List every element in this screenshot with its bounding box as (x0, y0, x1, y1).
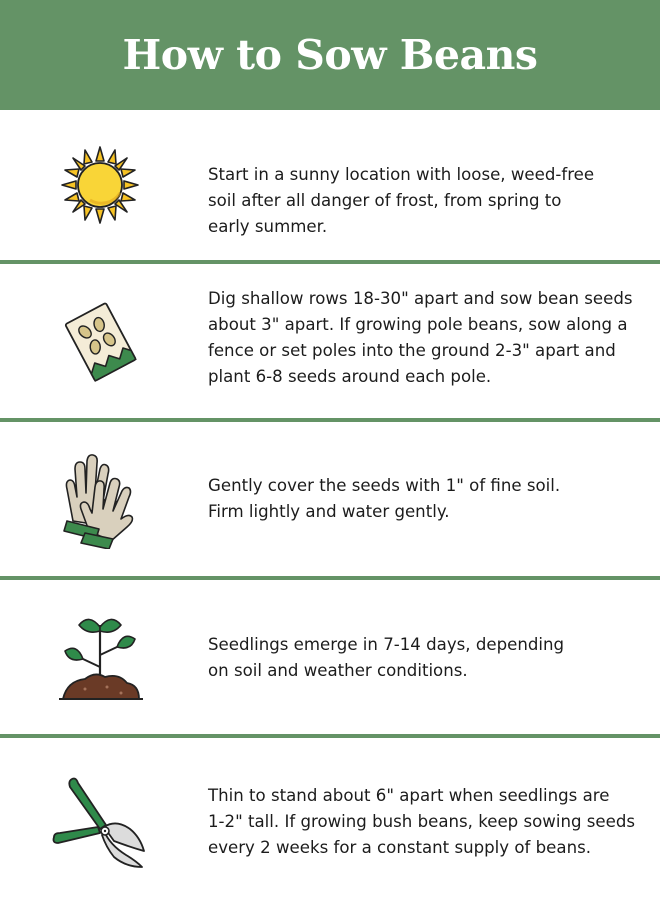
step-2-line-4: plant 6-8 seeds around each pole. (208, 367, 492, 386)
seedling-icon (45, 600, 155, 710)
step-5 (0, 738, 660, 900)
step-4-line-2: on soil and weather conditions. (208, 661, 468, 680)
gardening-gloves-icon (45, 444, 155, 554)
step-3-line-1: Gently cover the seeds with 1" of fine soil. (208, 476, 561, 495)
step-5-line-3: every 2 weeks for a constant supply of beans. (208, 838, 592, 857)
step-2-line-2: about 3" apart. If growing pole beans, sow along a (208, 315, 628, 334)
step-1-line-3: early summer. (208, 217, 328, 236)
page-title: How to Sow Beans (122, 31, 538, 79)
step-3-line-2: Firm lightly and water gently. (208, 502, 450, 521)
step-5-line-1: Thin to stand about 6" apart when seedlings are (208, 786, 610, 805)
step-3 (0, 422, 660, 576)
step-2-line-3: fence or set poles into the ground 2-3" apart and (208, 341, 616, 360)
step-4 (0, 580, 660, 734)
step-1-line-1: Start in a sunny location with loose, weed-free (208, 165, 595, 184)
step-4-line-1: Seedlings emerge in 7-14 days, depending (208, 635, 565, 654)
sun-icon (45, 130, 155, 240)
step-2-line-1: Dig shallow rows 18-30" apart and sow bean seeds (208, 289, 633, 308)
step-1 (0, 110, 660, 260)
pruning-shears-icon (45, 766, 155, 876)
seed-packet-icon (45, 286, 155, 396)
step-5-line-2: 1-2" tall. If growing bush beans, keep sowing seeds (208, 812, 636, 831)
step-2 (0, 264, 660, 418)
step-1-line-2: soil after all danger of frost, from spring to (208, 191, 562, 210)
page-header (0, 0, 660, 110)
